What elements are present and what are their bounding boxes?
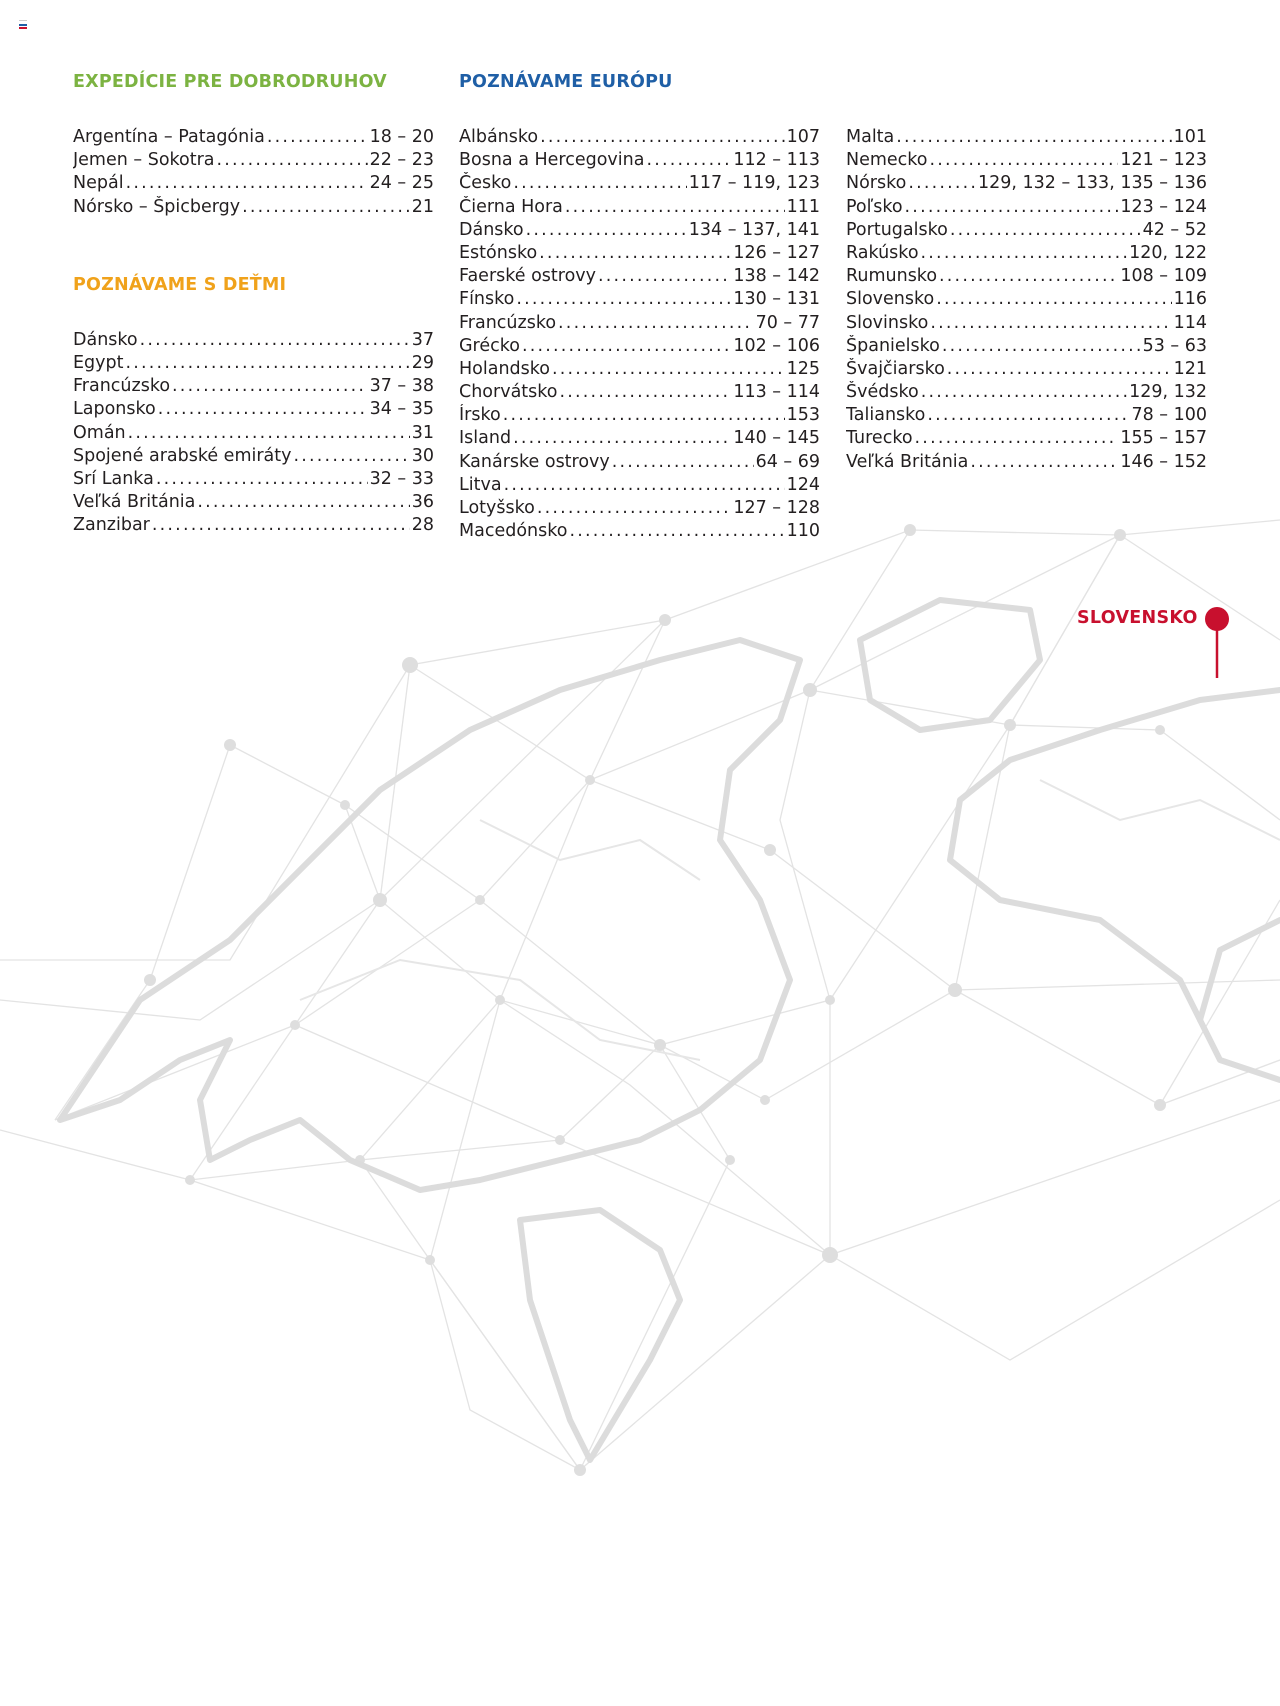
entry-name: Švajčiarsko (846, 358, 945, 379)
entry-pages: 32 – 33 (369, 468, 434, 489)
entry-name: Francúzsko (73, 376, 171, 397)
entry-pages: 37 – 38 (369, 376, 434, 397)
list-item (73, 514, 434, 537)
entry-pages: 107 (786, 127, 820, 147)
entry-name: Island (459, 428, 512, 449)
dot-leader (128, 422, 410, 445)
dot-leader (156, 468, 368, 491)
list-item (459, 335, 820, 358)
entry-pages: 112 – 113 (733, 150, 820, 171)
entry-pages: 21 (411, 196, 434, 217)
dot-leader (905, 196, 1119, 219)
dot-leader (513, 427, 731, 450)
entry-name: Litva (459, 474, 502, 495)
dot-leader (908, 172, 976, 195)
entry-name: Veľká Británia (846, 451, 969, 472)
entry-name: Nepál (73, 173, 124, 194)
list-item (459, 497, 820, 520)
entry-name: Portugalsko (846, 219, 948, 240)
dot-leader (503, 404, 785, 427)
entry-pages: 29 (411, 352, 434, 373)
entry-pages: 31 (411, 422, 434, 443)
dot-leader (504, 474, 785, 497)
entry-pages: 110 (786, 521, 820, 542)
entry-name: Estónsko (459, 242, 538, 263)
entry-name: Zanzibar (73, 515, 150, 536)
entry-name: Omán (73, 422, 126, 443)
entry-pages: 113 – 114 (733, 382, 820, 403)
list-item (459, 242, 820, 265)
entry-pages: 117 – 119, 123 (688, 173, 820, 194)
entry-name: Írsko (459, 405, 501, 426)
list-item (73, 196, 434, 219)
entry-pages: 70 – 77 (755, 312, 820, 333)
dot-leader (569, 520, 784, 543)
section-heading-expedicie: EXPEDÍCIE PRE DOBRODRUHOV (73, 72, 387, 92)
entry-name: Rakúsko (846, 242, 919, 263)
dot-leader (552, 358, 785, 381)
section-expedicie (73, 70, 434, 219)
entry-list-deti (73, 329, 434, 538)
entry-pages: 111 (786, 196, 820, 217)
dot-leader (140, 329, 410, 352)
entry-name: Nórsko (846, 173, 907, 194)
entry-name: Nórsko – Špicbergy (73, 196, 241, 217)
dot-leader (126, 172, 368, 195)
entry-pages: 101 (1173, 127, 1207, 147)
entry-pages: 108 – 109 (1120, 266, 1207, 287)
entry-name: Švédsko (846, 382, 919, 403)
list-item (73, 329, 434, 352)
dot-leader (915, 427, 1119, 450)
entry-name: Faerské ostrovy (459, 266, 597, 287)
entry-name: Fínsko (459, 289, 515, 310)
dot-leader (152, 514, 410, 537)
list-item (846, 149, 1207, 172)
dot-leader (896, 126, 1171, 149)
dot-leader (970, 451, 1118, 474)
entry-name: Taliansko (846, 405, 926, 426)
map-pin-icon (1204, 606, 1230, 680)
entry-name: Čierna Hora (459, 196, 563, 217)
entry-name: Slovinsko (846, 312, 929, 333)
entry-pages: 18 – 20 (369, 127, 434, 147)
list-item (73, 491, 434, 514)
dot-leader (513, 172, 686, 195)
entry-pages: 127 – 128 (733, 498, 820, 518)
list-item (846, 265, 1207, 288)
entry-pages: 120, 122 (1129, 242, 1207, 263)
dot-leader (242, 196, 410, 219)
entry-name: Dánsko (73, 329, 138, 350)
column-left (73, 70, 434, 537)
list-item (846, 126, 1207, 149)
dot-leader (612, 451, 754, 474)
dot-leader (646, 149, 731, 172)
entry-pages: 124 (786, 474, 820, 495)
entry-name: Turecko (846, 428, 913, 449)
entry-name: Španielsko (846, 335, 940, 356)
entry-name: Bosna a Hercegovina (459, 150, 645, 171)
list-item (846, 358, 1207, 381)
list-item (73, 172, 434, 195)
entry-name: Egypt (73, 352, 124, 373)
list-item (459, 358, 820, 381)
list-item (846, 196, 1207, 219)
entry-name: Lotyšsko (459, 498, 535, 518)
dot-leader (217, 149, 368, 172)
entry-name: Argentína – Patagónia (73, 127, 265, 147)
entry-pages: 114 (1173, 312, 1207, 333)
list-item (846, 219, 1207, 242)
entry-pages: 146 – 152 (1120, 451, 1207, 472)
entry-pages: 129, 132 – 133, 135 – 136 (977, 173, 1207, 194)
list-item (846, 404, 1207, 427)
entry-pages: 34 – 35 (369, 399, 434, 420)
list-item (459, 312, 820, 335)
list-item (73, 375, 434, 398)
entry-name: Laponsko (73, 399, 156, 420)
entry-pages: 22 – 23 (369, 150, 434, 171)
dot-leader (947, 358, 1172, 381)
entry-name: Česko (459, 173, 512, 194)
dot-leader (294, 445, 410, 468)
entry-name: Rumunsko (846, 266, 938, 287)
entry-pages: 30 (411, 445, 434, 466)
list-item (459, 404, 820, 427)
entry-name: Dánsko (459, 219, 524, 240)
entry-pages: 126 – 127 (733, 242, 820, 263)
entry-pages: 78 – 100 (1131, 405, 1207, 426)
dot-leader (930, 149, 1119, 172)
dot-leader (950, 219, 1141, 242)
entry-name: Poľsko (846, 196, 903, 217)
section-heading-deti: POZNÁVAME S DEŤMI (73, 274, 287, 295)
list-item (459, 520, 820, 543)
dot-leader (921, 242, 1128, 265)
entry-name: Veľká Británia (73, 492, 196, 513)
list-item (846, 172, 1207, 195)
dot-leader (197, 491, 409, 514)
entry-name: Holandsko (459, 358, 550, 379)
dot-leader (267, 126, 368, 149)
entry-pages: 123 – 124 (1120, 196, 1207, 217)
dot-leader (522, 335, 731, 358)
list-item (459, 149, 820, 172)
entry-pages: 24 – 25 (369, 173, 434, 194)
dot-leader (927, 404, 1129, 427)
entry-pages: 116 (1173, 289, 1207, 310)
list-item (846, 312, 1207, 335)
entry-pages: 102 – 106 (733, 335, 820, 356)
entry-name: Nemecko (846, 150, 928, 171)
list-item (73, 422, 434, 445)
entry-pages: 153 (786, 405, 820, 426)
entry-pages: 37 (411, 329, 434, 350)
list-item (846, 427, 1207, 450)
section-deti (73, 273, 434, 538)
entry-pages: 155 – 157 (1120, 428, 1207, 449)
list-item (846, 335, 1207, 358)
column-right (846, 70, 1207, 474)
dot-leader (560, 381, 732, 404)
list-item (73, 126, 434, 149)
list-item (73, 445, 434, 468)
list-item (459, 219, 820, 242)
entry-name: Chorvátsko (459, 382, 558, 403)
entry-pages: 134 – 137, 141 (688, 219, 820, 240)
dot-leader (936, 288, 1171, 311)
dot-leader (539, 242, 731, 265)
entry-pages: 36 (411, 492, 434, 513)
dot-leader (158, 398, 368, 421)
list-item (846, 242, 1207, 265)
dot-leader (172, 375, 368, 398)
list-item (846, 288, 1207, 311)
dot-leader (942, 335, 1141, 358)
dot-leader (930, 312, 1171, 335)
list-item (846, 451, 1207, 474)
entry-pages: 53 – 63 (1142, 335, 1207, 356)
list-item (459, 474, 820, 497)
dot-leader (939, 265, 1118, 288)
dot-leader (921, 381, 1127, 404)
entry-name: Macedónsko (459, 521, 568, 542)
list-item (459, 172, 820, 195)
section-europa (459, 70, 820, 543)
dot-leader (565, 196, 785, 219)
entry-list-expedicie (73, 126, 434, 219)
entry-pages: 121 – 123 (1120, 150, 1207, 171)
entry-pages: 125 (786, 358, 820, 379)
pin-label-slovensko: SLOVENSKO (1077, 608, 1198, 628)
entry-name: Spojené arabské emiráty (73, 445, 292, 466)
list-item (459, 381, 820, 404)
entry-list-europa-2 (846, 126, 1207, 474)
dot-leader (126, 352, 410, 375)
list-item (459, 427, 820, 450)
dot-leader (516, 288, 731, 311)
entry-name: Albánsko (459, 127, 539, 147)
dot-leader (526, 219, 687, 242)
entry-name: Malta (846, 127, 895, 147)
entry-pages: 64 – 69 (755, 451, 820, 472)
dot-leader (598, 265, 731, 288)
entry-name: Srí Lanka (73, 468, 154, 489)
entry-name: Slovensko (846, 289, 935, 310)
list-item (459, 196, 820, 219)
list-item (459, 265, 820, 288)
entry-pages: 140 – 145 (733, 428, 820, 449)
dot-leader (558, 312, 754, 335)
column-middle (459, 70, 820, 543)
entry-pages: 138 – 142 (733, 266, 820, 287)
entry-pages: 121 (1173, 358, 1207, 379)
list-item (459, 288, 820, 311)
list-item (73, 468, 434, 491)
section-heading-europa: POZNÁVAME EURÓPU (459, 72, 673, 92)
entry-pages: 129, 132 (1129, 382, 1207, 403)
entry-name: Jemen – Sokotra (73, 150, 215, 171)
entry-name: Grécko (459, 335, 520, 356)
entry-name: Francúzsko (459, 312, 557, 333)
list-item (846, 381, 1207, 404)
list-item (459, 451, 820, 474)
list-item (459, 126, 820, 149)
list-item (73, 398, 434, 421)
entry-pages: 130 – 131 (733, 289, 820, 310)
entry-list-europa-1 (459, 126, 820, 543)
list-item (73, 149, 434, 172)
entry-pages: 28 (411, 515, 434, 536)
entry-name: Kanárske ostrovy (459, 451, 610, 472)
list-item (73, 352, 434, 375)
dot-leader (540, 126, 785, 149)
entry-pages: 42 – 52 (1142, 219, 1207, 240)
dot-leader (537, 497, 731, 520)
